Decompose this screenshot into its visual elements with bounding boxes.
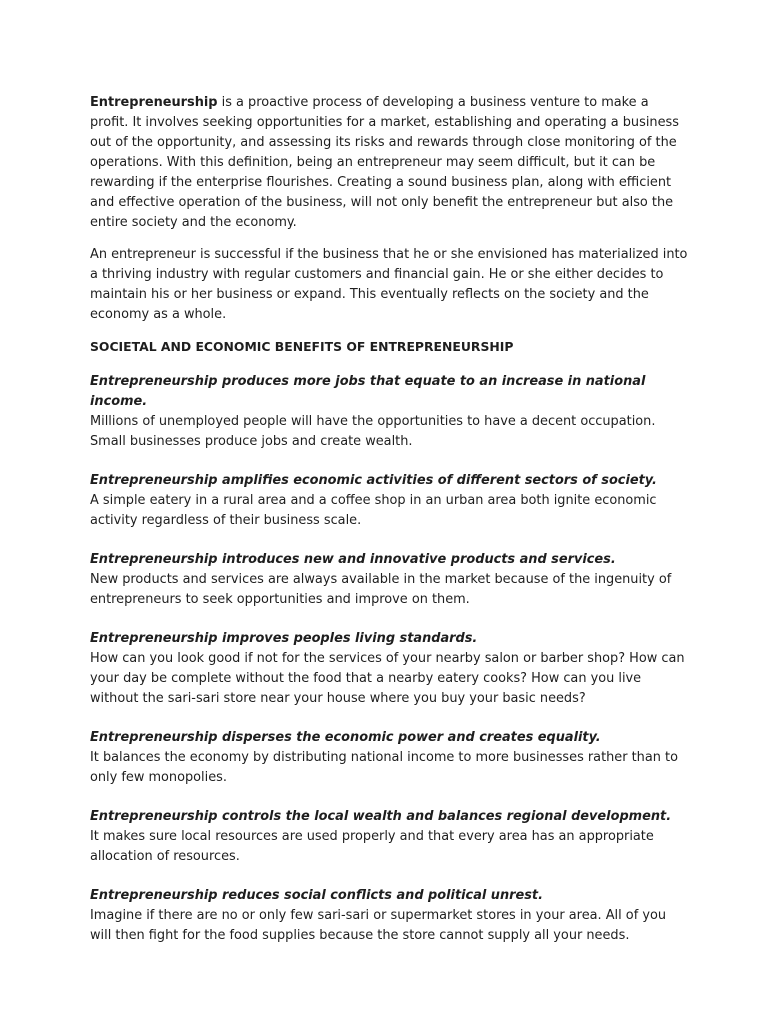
benefit-body: How can you look good if not for the services of your nearby salon or barber shop? How can your day be complete without the food that a nearby eatery cooks? How can you live without the sari-sari store near your house where you buy your basic needs?	[90, 651, 685, 706]
benefit-item	[90, 629, 690, 709]
benefit-item	[90, 550, 690, 610]
document-page	[90, 93, 690, 965]
benefit-body: A simple eatery in a rural area and a coffee shop in an urban area both ignite economic activity regardless of their business scale.	[90, 493, 657, 528]
benefit-title: Entrepreneurship reduces social conflicts and political unrest.	[90, 888, 543, 903]
benefit-item	[90, 807, 690, 867]
benefit-title: Entrepreneurship amplifies economic activities of different sectors of society.	[90, 473, 657, 488]
benefit-title: Entrepreneurship improves peoples living standards.	[90, 631, 478, 646]
benefit-title: Entrepreneurship introduces new and innovative products and services.	[90, 552, 616, 567]
benefit-item	[90, 886, 690, 946]
benefit-item	[90, 728, 690, 788]
benefit-body: Millions of unemployed people will have the opportunities to have a decent occupation. Small businesses produce jobs and create wealth.	[90, 414, 656, 449]
benefit-item	[90, 471, 690, 531]
benefit-title: Entrepreneurship produces more jobs that equate to an increase in national income.	[90, 374, 646, 409]
benefit-body: New products and services are always available in the market because of the ingenuity of entrepreneurs to seek opportunities and improve on them.	[90, 572, 672, 607]
intro-paragraph	[90, 93, 690, 233]
intro-text: is a proactive process of developing a business venture to make a profit. It involves seeking opportunities for a market, establishing and operating a business out of the opportunity, and assessing its risks and rewards through close monitoring of the operations. With this definition, being an entrepreneur may seem difficult, but it can be rewarding if the enterprise flourishes. Creating a sound business plan, along with efficient and effective operation of the business, will not only benefit the entrepreneur but also the entire society and the economy.	[90, 95, 679, 230]
benefit-body: It balances the economy by distributing national income to more businesses rather than to only few monopolies.	[90, 750, 678, 785]
section-heading: SOCIETAL AND ECONOMIC BENEFITS OF ENTREPRENEURSHIP	[90, 339, 514, 354]
benefit-body: It makes sure local resources are used properly and that every area has an appropriate allocation of resources.	[90, 829, 654, 864]
benefit-title: Entrepreneurship controls the local wealth and balances regional development.	[90, 809, 672, 824]
benefit-item	[90, 372, 690, 452]
benefit-title: Entrepreneurship disperses the economic power and creates equality.	[90, 730, 601, 745]
intro-paragraph	[90, 245, 690, 325]
intro-text: An entrepreneur is successful if the business that he or she envisioned has materialized into a thriving industry with regular customers and financial gain. He or she either decides to maintain his or her business or expand. This eventually reflects on the society and the economy as a whole.	[90, 247, 688, 322]
intro-bold-term: Entrepreneurship	[90, 95, 218, 110]
benefit-body: Imagine if there are no or only few sari-sari or supermarket stores in your area. All of you will then fight for the food supplies because the store cannot supply all your needs.	[90, 908, 667, 943]
